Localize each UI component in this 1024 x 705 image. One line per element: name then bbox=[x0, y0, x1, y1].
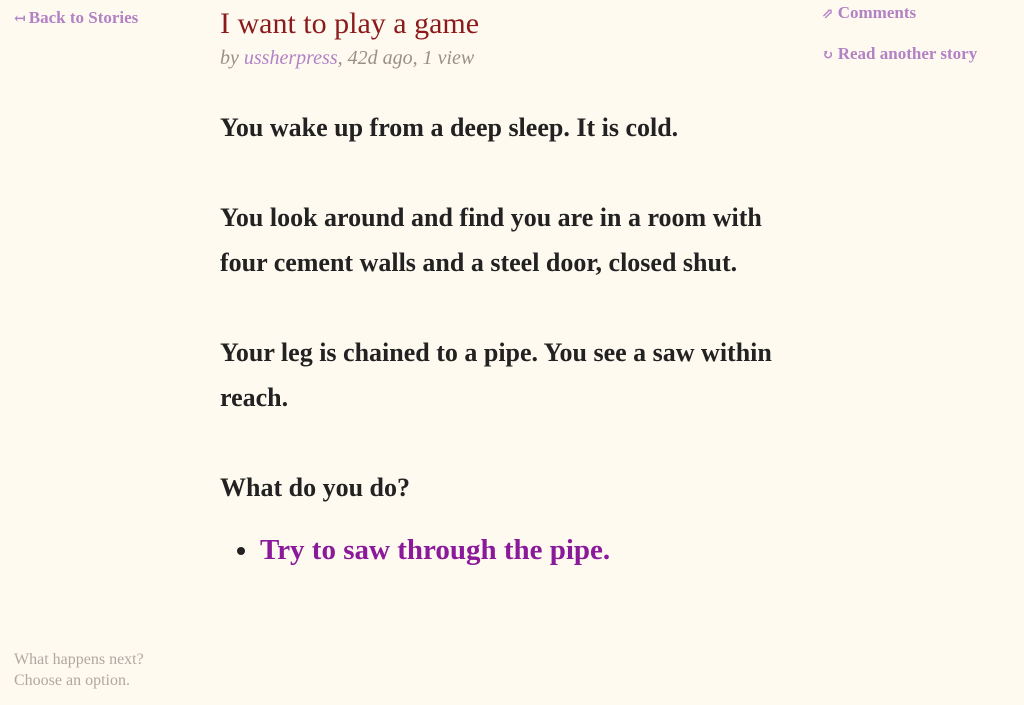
read-another-story-link[interactable] bbox=[822, 44, 977, 64]
back-to-stories-link[interactable] bbox=[14, 8, 138, 28]
story-paragraph: Your leg is chained to a pipe. You see a saw within reach. bbox=[220, 338, 772, 412]
byline-meta: , 42d ago, 1 view bbox=[337, 47, 475, 69]
story-title: I want to play a game bbox=[220, 7, 480, 40]
external-arrow-icon: ⇗ bbox=[822, 7, 834, 22]
back-arrow-icon: ↤ bbox=[14, 12, 26, 27]
read-another-story-label: Read another story bbox=[837, 44, 978, 63]
comments-label: Comments bbox=[837, 3, 917, 22]
hint-line-2: Choose an option. bbox=[14, 672, 130, 689]
back-to-stories-label: Back to Stories bbox=[28, 8, 139, 27]
story-question: What do you do? bbox=[220, 473, 410, 502]
author-link[interactable]: ussherpress bbox=[243, 47, 338, 69]
story-paragraph: You wake up from a deep sleep. It is cold. bbox=[220, 113, 679, 142]
choose-option-hint bbox=[14, 649, 144, 691]
option-item bbox=[260, 530, 790, 570]
story-byline bbox=[220, 47, 790, 70]
option-saw-pipe-link[interactable]: Try to saw through the pipe. bbox=[260, 534, 611, 566]
byline-prefix: by bbox=[220, 47, 244, 69]
hint-line-1: What happens next? bbox=[14, 651, 144, 668]
story-paragraph: You look around and find you are in a room with four cement walls and a steel door, closed shut. bbox=[220, 203, 762, 277]
options-list bbox=[220, 530, 790, 570]
comments-link[interactable] bbox=[822, 3, 916, 23]
refresh-icon: ↻ bbox=[822, 48, 834, 63]
story-content bbox=[220, 0, 790, 570]
